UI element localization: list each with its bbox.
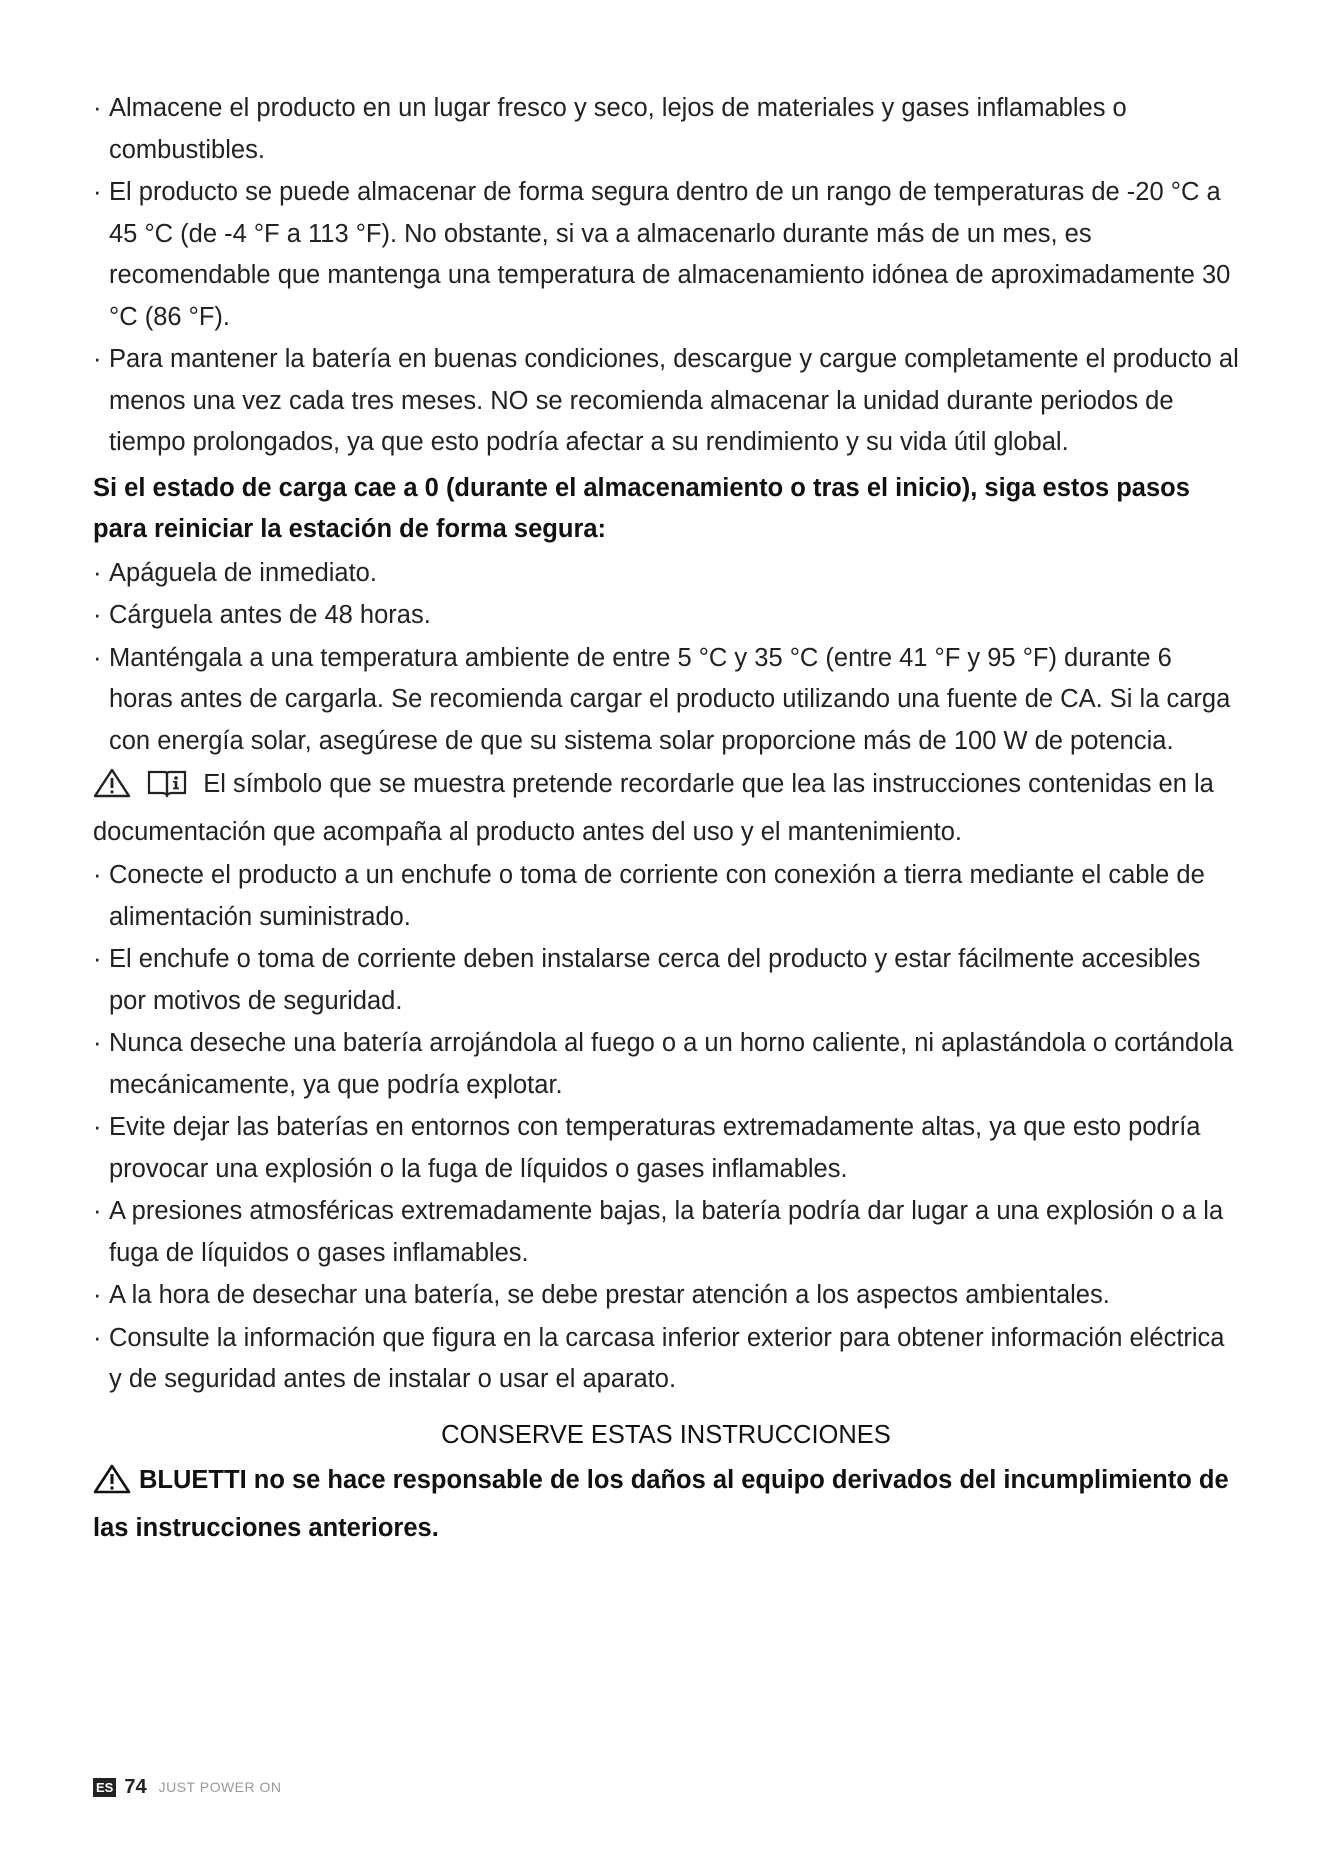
manual-book-icon xyxy=(146,768,188,812)
bullet-text: Evite dejar las baterías en entornos con temperaturas extremadamente altas, ya que esto podría provocar una explosión o la fuga de líquidos o gases inflamables. xyxy=(109,1113,1201,1183)
page-number: 74 xyxy=(124,1775,147,1798)
warning-triangle-icon xyxy=(93,768,131,812)
warning-triangle-icon xyxy=(93,1464,131,1508)
keep-instructions-title: CONSERVE ESTAS INSTRUCCIONES xyxy=(441,1420,891,1449)
list-item: · El producto se puede almacenar de forma segura dentro de un rango de temperaturas de -20 °C a 45 °C (de -4 °F a 113 °F). No obstante, si va a almacenarlo durante más de un mes, es recomendable que mantenga una temperatura de almacenamiento idónea de aproximadamente 30 °C (86 °F). xyxy=(93,172,1239,338)
bullet-text: Consulte la información que figura en la carcasa inferior exterior para obtener información eléctrica y de seguridad antes de instalar o usar el aparato. xyxy=(109,1323,1225,1393)
reset-steps xyxy=(93,553,1239,763)
safety-bullets xyxy=(93,855,1239,1401)
disclaimer-text: BLUETTI no se hace responsable de los daños al equipo derivados del incumplimiento de las instrucciones anteriores. xyxy=(93,1466,1229,1542)
language-badge: ES xyxy=(93,1778,116,1797)
disclaimer xyxy=(93,1460,1239,1549)
list-item: · A la hora de desechar una batería, se debe prestar atención a los aspectos ambientales. xyxy=(93,1275,1239,1317)
list-item: · Almacene el producto en un lugar fresco y seco, lejos de materiales y gases inflamables o combustibles. xyxy=(93,88,1239,171)
bullet-text: Apáguela de inmediato. xyxy=(109,558,377,587)
bullet-text: Conecte el producto a un enchufe o toma de corriente con conexión a tierra mediante el cable de alimentación suministrado. xyxy=(109,861,1205,931)
page-footer xyxy=(93,1776,282,1798)
list-item: · Consulte la información que figura en la carcasa inferior exterior para obtener información eléctrica y de seguridad antes de instalar o usar el aparato. xyxy=(93,1318,1239,1401)
bullet-text: Nunca deseche una batería arrojándola al fuego o a un horno caliente, ni aplastándola o cortándola mecánicamente, ya que podría explotar. xyxy=(109,1029,1234,1099)
list-item: · Conecte el producto a un enchufe o toma de corriente con conexión a tierra mediante el cable de alimentación suministrado. xyxy=(93,855,1239,938)
brand-tagline: JUST POWER ON xyxy=(158,1779,282,1795)
bullet-text: El producto se puede almacenar de forma segura dentro de un rango de temperaturas de -20 °C a 45 °C (de -4 °F a 113 °F). No obstante, si va a almacenarlo durante más de un mes, es recomendable que mantenga una temperatura de almacenamiento idónea de aproximadamente 30 °C (86 °F). xyxy=(109,178,1231,331)
list-item: · Apáguela de inmediato. xyxy=(93,553,1239,595)
bullet-text: Para mantener la batería en buenas condiciones, descargue y cargue completamente el producto al menos una vez cada tres meses. NO se recomienda almacenar la unidad durante periodos de tiempo prolongados, ya que esto podría afectar a su rendimiento y su vida útil global. xyxy=(109,345,1239,456)
list-item: · Manténgala a una temperatura ambiente de entre 5 °C y 35 °C (entre 41 °F y 95 °F) durante 6 horas antes de cargarla. Se recomienda cargar el producto utilizando una fuente de CA. Si la carga con energía solar, asegúrese de que su sistema solar proporcione más de 100 W de potencia. xyxy=(93,638,1239,763)
list-item: · Cárguela antes de 48 horas. xyxy=(93,595,1239,637)
symbol-note-text: El símbolo que se muestra pretende recordarle que lea las instrucciones contenidas en la documentación que acompaña al producto antes del uso y el mantenimiento. xyxy=(93,770,1214,846)
bullet-text: Cárguela antes de 48 horas. xyxy=(109,601,431,629)
symbol-note xyxy=(93,764,1239,853)
list-item: · Para mantener la batería en buenas condiciones, descargue y cargue completamente el producto al menos una vez cada tres meses. NO se recomienda almacenar la unidad durante periodos de tiempo prolongados, ya que esto podría afectar a su rendimiento y su vida útil global. xyxy=(93,339,1239,464)
list-item: · El enchufe o toma de corriente deben instalarse cerca del producto y estar fácilmente accesibles por motivos de seguridad. xyxy=(93,939,1239,1022)
bullet-text: Almacene el producto en un lugar fresco y seco, lejos de materiales y gases inflamables o combustibles. xyxy=(109,94,1127,164)
bullet-text: Manténgala a una temperatura ambiente de entre 5 °C y 35 °C (entre 41 °F y 95 °F) durante 6 horas antes de cargarla. Se recomienda cargar el producto utilizando una fuente de CA. Si la carga con energía solar, asegúrese de que su sistema solar proporcione más de 100 W de potencia. xyxy=(109,643,1231,755)
reset-heading: Si el estado de carga cae a 0 (durante el almacenamiento o tras el inicio), siga estos pasos para reiniciar la estación de forma segura: xyxy=(93,473,1190,543)
bullet-text: El enchufe o toma de corriente deben instalarse cerca del producto y estar fácilmente accesibles por motivos de seguridad. xyxy=(109,945,1201,1015)
bullet-text: A presiones atmosféricas extremadamente bajas, la batería podría dar lugar a una explosión o a la fuga de líquidos o gases inflamables. xyxy=(109,1197,1224,1267)
list-item: · Nunca deseche una batería arrojándola al fuego o a un horno caliente, ni aplastándola o cortándola mecánicamente, ya que podría explotar. xyxy=(93,1023,1239,1106)
list-item: · A presiones atmosféricas extremadamente bajas, la batería podría dar lugar a una explosión o a la fuga de líquidos o gases inflamables. xyxy=(93,1191,1239,1274)
list-item: · Evite dejar las baterías en entornos con temperaturas extremadamente altas, ya que esto podría provocar una explosión o la fuga de líquidos o gases inflamables. xyxy=(93,1107,1239,1190)
page-content xyxy=(93,88,1239,1549)
bullet-text: A la hora de desechar una batería, se debe prestar atención a los aspectos ambientales. xyxy=(109,1281,1110,1309)
storage-bullets xyxy=(93,88,1239,464)
